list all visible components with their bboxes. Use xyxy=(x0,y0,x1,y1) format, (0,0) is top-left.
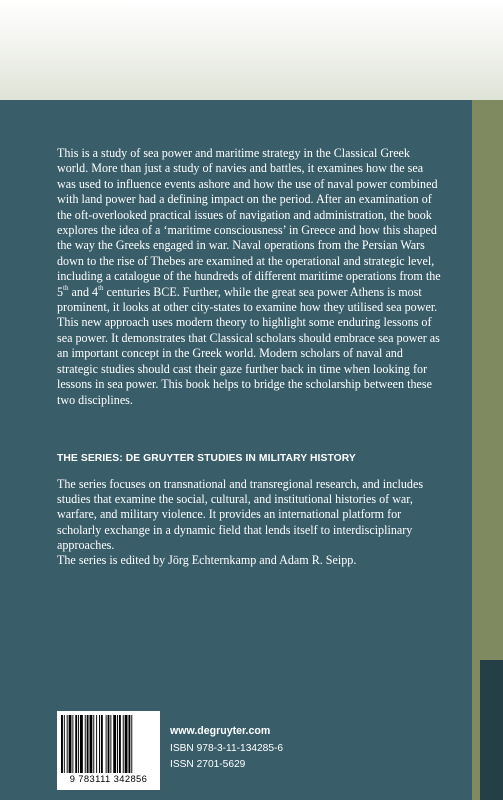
barcode-bar xyxy=(61,715,63,773)
barcode-bar xyxy=(67,715,68,773)
isbn-text: ISBN 978-3-11-134285-6 xyxy=(170,743,284,754)
description-text-a: This is a study of sea power and maritime strategy in the Classical Greek world. More than just a study of navies and battles, it examines how the sea was used to influence events ashore and how the use of naval power combined with land power had a defining impact on the period. After an examination of the oft-overlooked practical issues of navigation and administration, the book explores the idea of a ‘maritime consciousness’ in Greece and how this shaped the way the Greeks engaged in war. Naval operations from the Persian Wars down to the rise of Thebes are examined at the operational and strategic level, including a catalogue of the hundreds of different maritime operations from the 5 xyxy=(57,146,441,299)
issn-text: ISSN 2701-5629 xyxy=(170,759,246,770)
series-heading: THE SERIES: DE GRUYTER STUDIES IN MILITARY HISTORY xyxy=(57,453,356,464)
barcode-bar xyxy=(117,715,118,773)
page-background xyxy=(0,0,503,100)
barcode-bar xyxy=(110,715,111,773)
series-description xyxy=(57,477,442,568)
barcode-bar xyxy=(131,715,132,773)
publisher-website: www.degruyter.com xyxy=(170,725,271,737)
barcode-bar xyxy=(119,715,121,773)
barcode-bars xyxy=(61,715,156,773)
description-text-b: centuries BCE. Further, while the great sea power Athens is most prominent, it looks at other city-states to examine how they utilised sea power. xyxy=(57,284,438,315)
barcode-bar xyxy=(75,715,77,773)
spine-dark-block xyxy=(480,660,503,800)
barcode-bar xyxy=(90,715,93,773)
barcode-bar xyxy=(125,715,128,773)
barcode-bar xyxy=(72,715,73,773)
barcode-bar xyxy=(113,715,116,773)
barcode-bar xyxy=(106,715,107,773)
ordinal-suffix-1: th xyxy=(63,283,69,292)
barcode-bar xyxy=(123,715,124,773)
barcode-bar xyxy=(69,715,72,773)
barcode-bar xyxy=(99,715,100,773)
barcode-bar xyxy=(101,715,103,773)
barcode-bar xyxy=(78,715,79,773)
barcode-bar xyxy=(64,715,65,773)
description-paragraph-2: This new approach uses modern theory to highlight some enduring lessons of sea power. It demonstrates that Classical scholars should embrace sea power as an important concept in the Greek world. Modern scholars of naval and strategic studies should cast their gaze further back in time when looking for lessons in sea power. This book helps to bridge the scholarship between these two disciplines. xyxy=(57,315,440,407)
series-paragraph-1: The series focuses on transnational and transregional research, and includes studies that examine the social, cultural, and institutional histories of war, warfare, and military violence. It provides an international platform for scholarly exchange in a dynamic field that lends itself to interdisciplinary approaches. xyxy=(57,477,424,552)
barcode-bar xyxy=(93,715,94,773)
barcode-bar xyxy=(85,715,86,773)
barcode-bar xyxy=(128,715,130,773)
book-description xyxy=(57,146,442,408)
barcode-bar xyxy=(80,715,83,773)
barcode-bar xyxy=(108,715,110,773)
series-paragraph-2: The series is edited by Jörg Echternkamp and Adam R. Seipp. xyxy=(57,553,357,568)
description-paragraph-1 xyxy=(57,146,442,315)
barcode xyxy=(57,711,160,790)
description-text-and: and 4 xyxy=(68,284,99,299)
barcode-number: 9 783111 342856 xyxy=(69,773,148,784)
barcode-bar xyxy=(96,715,97,773)
ordinal-suffix-2: th xyxy=(98,283,104,292)
barcode-bar xyxy=(87,715,89,773)
